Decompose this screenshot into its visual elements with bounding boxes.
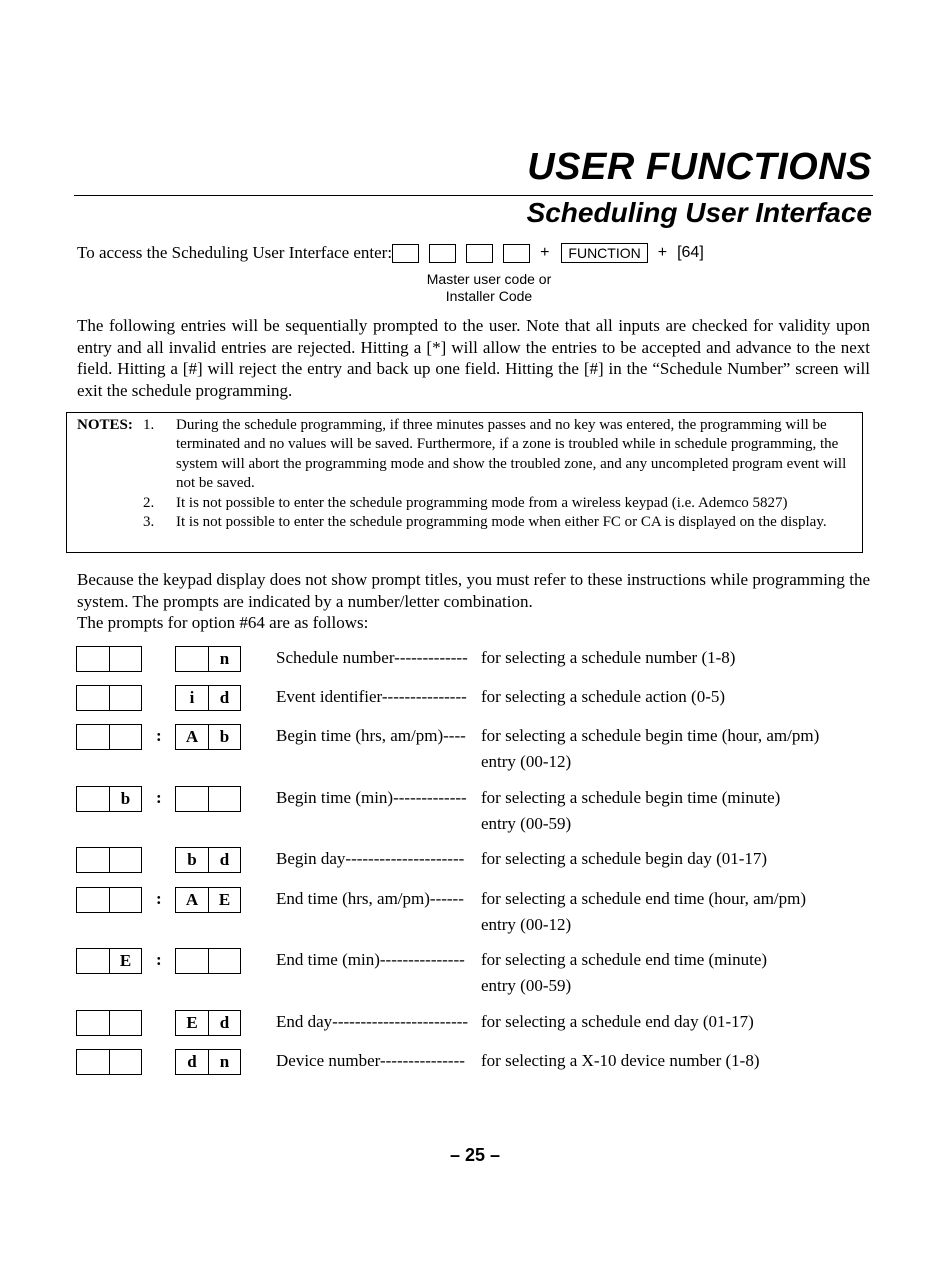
- note-text: During the schedule programming, if three minutes passes and no key was entered, the programming will be terminated and no values will be saved. Furthermore, if a zone is troubled while in schedule programming, the system will abort the programming mode and show the troubled zone, and any uncompleted program event will not be saved.: [176, 417, 847, 492]
- prompt-label: Begin time (hrs, am/pm)----: [276, 726, 466, 745]
- display-cell: E: [208, 888, 240, 912]
- code-digit-box: [503, 244, 530, 263]
- prompt-row: [76, 1049, 876, 1075]
- display-cell: [77, 787, 109, 811]
- prompt-description: for selecting a schedule begin time (hour, am/pm): [481, 726, 820, 745]
- prompt-description-continued: entry (00-12): [481, 915, 572, 934]
- prompt-label: Schedule number-------------: [276, 648, 468, 667]
- time-colon: :: [156, 726, 162, 745]
- display-cell: i: [189, 688, 195, 707]
- prompt-label: Event identifier---------------: [276, 687, 467, 706]
- display-cell: d: [187, 1052, 197, 1071]
- display-cell: E: [186, 1013, 198, 1032]
- prompt-label: End day------------------------: [276, 1012, 469, 1031]
- time-colon: :: [156, 788, 162, 807]
- display-box-pair: [76, 847, 142, 873]
- section-title: Scheduling User Interface: [526, 197, 872, 228]
- prompt-description-continued: entry (00-59): [481, 814, 572, 833]
- display-cell: [109, 1011, 141, 1035]
- time-colon: :: [156, 889, 162, 908]
- display-cell: b: [109, 787, 141, 811]
- display-box-pair: [76, 685, 142, 711]
- display-cell: d: [208, 1011, 240, 1035]
- display-cell: [77, 888, 109, 912]
- prompt-row: [76, 786, 876, 833]
- page-number: – 25 –: [449, 1145, 501, 1165]
- display-box-pair: [175, 948, 241, 974]
- prompt-description: for selecting a schedule begin day (01-17): [481, 849, 768, 868]
- note-number: 2.: [143, 495, 155, 511]
- note-number: 1.: [143, 417, 155, 433]
- display-cell: [109, 686, 141, 710]
- display-box-pair: [175, 724, 241, 750]
- display-cell: [109, 1050, 141, 1074]
- prompt-description: for selecting a schedule number (1-8): [481, 648, 736, 667]
- display-cell: E: [109, 949, 141, 973]
- prompt-description: for selecting a schedule begin time (minute): [481, 788, 781, 807]
- display-cell: [109, 848, 141, 872]
- plus-sign: +: [657, 244, 668, 261]
- display-cell: [77, 1050, 109, 1074]
- prompt-description: for selecting a schedule end time (minute): [481, 950, 768, 969]
- prompt-description-continued: entry (00-59): [481, 976, 572, 995]
- prompt-label: End time (min)---------------: [276, 950, 465, 969]
- display-box-pair: [76, 1010, 142, 1036]
- page-title: USER FUNCTIONS: [527, 146, 872, 188]
- header-divider: [74, 195, 873, 196]
- display-cell: b: [208, 725, 240, 749]
- display-box-pair: [76, 948, 142, 974]
- display-cell: d: [208, 848, 240, 872]
- display-cell: [176, 647, 208, 671]
- display-cell: A: [185, 727, 199, 746]
- note-text: It is not possible to enter the schedule programming mode from a wireless keypad (i.e. Ademco 5827): [176, 495, 788, 511]
- display-cell: [109, 888, 141, 912]
- prompt-row: [76, 1010, 876, 1036]
- display-cell: [77, 725, 109, 749]
- prompt-label: End time (hrs, am/pm)------: [276, 889, 464, 908]
- code-digit-box: [466, 244, 493, 263]
- display-box-pair: [175, 887, 241, 913]
- note-number: 3.: [143, 514, 155, 530]
- display-cell: [176, 787, 208, 811]
- prompts-intro: The prompts for option #64 are as follows:: [77, 613, 369, 632]
- display-cell: [109, 725, 141, 749]
- code-digit-box: [392, 244, 419, 263]
- display-cell: [77, 848, 109, 872]
- display-box-pair: [175, 646, 241, 672]
- prompt-row: [76, 887, 876, 934]
- time-colon: :: [156, 950, 162, 969]
- prompt-label: Device number---------------: [276, 1051, 465, 1070]
- display-cell: [208, 787, 240, 811]
- prompt-description: for selecting a schedule end time (hour, am/pm): [481, 889, 807, 908]
- display-box-pair: [76, 1049, 142, 1075]
- display-cell: [77, 647, 109, 671]
- access-prefix: To access the Scheduling User Interface enter:: [77, 243, 393, 262]
- prompt-row: [76, 685, 876, 711]
- display-box-pair: [175, 786, 241, 812]
- display-cell: A: [185, 890, 199, 909]
- display-cell: [77, 1011, 109, 1035]
- display-cell: [77, 686, 109, 710]
- display-cell: n: [208, 647, 240, 671]
- display-cell: b: [187, 850, 197, 869]
- note-text: It is not possible to enter the schedule programming mode when either FC or CA is displayed on the display.: [176, 514, 827, 530]
- notes-box: [66, 412, 863, 553]
- display-box-pair: [76, 646, 142, 672]
- keypad-paragraph: Because the keypad display does not show prompt titles, you must refer to these instructions while programming the system. The prompts are indicated by a number/letter combination. The prompts for option #64 are as follows:: [77, 570, 870, 632]
- prompt-row: [76, 847, 876, 873]
- display-cell: d: [208, 686, 240, 710]
- prompt-description: for selecting a schedule action (0-5): [481, 687, 726, 706]
- display-box-pair: [76, 786, 142, 812]
- display-box-pair: [175, 847, 241, 873]
- display-cell: [77, 949, 109, 973]
- notes-label: NOTES:: [77, 417, 133, 433]
- display-cell: [176, 949, 208, 973]
- prompt-description: for selecting a schedule end day (01-17): [481, 1012, 754, 1031]
- prompt-row: [76, 646, 876, 672]
- display-box-pair: [76, 887, 142, 913]
- code-digit-box: [429, 244, 456, 263]
- prompt-row: [76, 948, 876, 995]
- intro-paragraph: The following entries will be sequentially prompted to the user. Note that all inputs are checked for validity upon entry and all invalid entries are rejected. Hitting a [*] will allow the entries to be accepted and advance to the next field. Hitting a [#] will reject the entry and back up one field. Hitting the [#] in the “Schedule Number” screen will exit the schedule programming.: [77, 316, 870, 400]
- prompt-description: for selecting a X-10 device number (1-8): [481, 1051, 760, 1070]
- option-code: [64]: [677, 244, 704, 261]
- prompt-label: Begin day---------------------: [276, 849, 465, 868]
- prompt-description-continued: entry (00-12): [481, 752, 572, 771]
- display-cell: [208, 949, 240, 973]
- prompt-label: Begin time (min)-------------: [276, 788, 467, 807]
- display-box-pair: [175, 685, 241, 711]
- display-box-pair: [76, 724, 142, 750]
- prompt-row: [76, 724, 876, 771]
- code-caption: Master user code or Installer Code: [426, 271, 552, 304]
- display-box-pair: [175, 1049, 241, 1075]
- display-cell: [109, 647, 141, 671]
- display-box-pair: [175, 1010, 241, 1036]
- access-instruction: [77, 243, 704, 263]
- display-cell: n: [208, 1050, 240, 1074]
- function-key: FUNCTION: [561, 243, 647, 263]
- plus-sign: +: [540, 244, 550, 261]
